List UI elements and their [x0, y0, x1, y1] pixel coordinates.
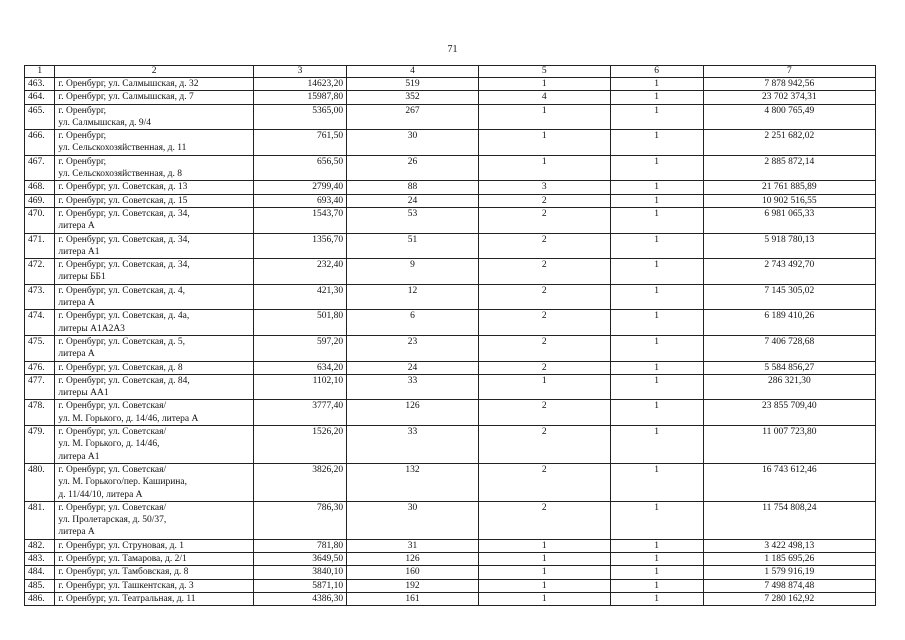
column-3-cell: 1526,20 — [253, 426, 346, 464]
column-4-cell: 267 — [347, 104, 479, 130]
address-line: г. Оренбург, — [58, 105, 107, 116]
column-7-cell: 21 761 885,89 — [703, 181, 875, 194]
row-number-cell: 483. — [25, 552, 55, 565]
column-6-cell: 1 — [610, 181, 703, 194]
address-cell — [55, 181, 254, 194]
table-row — [25, 104, 876, 130]
table-row — [25, 374, 876, 400]
address-line: г. Оренбург, ул. Советская, д. 34, — [58, 260, 190, 271]
row-number-cell: 464. — [25, 91, 55, 104]
address-line: г. Оренбург, ул. Театральная, д. 11 — [58, 593, 196, 604]
column-3-cell: 3777,40 — [253, 400, 346, 426]
table-row — [25, 463, 876, 501]
column-3-cell: 232,40 — [253, 259, 346, 285]
column-header: 1 — [25, 66, 55, 78]
address-line: г. Оренбург, ул. Тамарова, д. 2/1 — [58, 553, 187, 564]
column-4-cell: 24 — [347, 361, 479, 374]
column-3-cell: 3826,20 — [253, 463, 346, 501]
column-4-cell: 192 — [347, 579, 479, 592]
row-number-cell: 474. — [25, 310, 55, 336]
column-3-cell: 1102,10 — [253, 374, 346, 400]
column-3-cell: 3840,10 — [253, 566, 346, 579]
column-5-cell: 2 — [478, 284, 610, 310]
row-number-cell: 476. — [25, 361, 55, 374]
column-5-cell: 1 — [478, 592, 610, 605]
row-number-cell: 473. — [25, 284, 55, 310]
row-number-cell: 479. — [25, 426, 55, 464]
column-4-cell: 26 — [347, 155, 479, 181]
column-4-cell: 132 — [347, 463, 479, 501]
row-number-cell: 485. — [25, 579, 55, 592]
column-3-cell: 5871,10 — [253, 579, 346, 592]
column-7-cell: 7 498 874,48 — [703, 579, 875, 592]
address-line: г. Оренбург, — [58, 131, 107, 142]
column-4-cell: 126 — [347, 400, 479, 426]
row-number-cell: 465. — [25, 104, 55, 130]
column-4-cell: 53 — [347, 207, 479, 233]
address-line: г. Оренбург, ул. Тамбовская, д. 8 — [58, 567, 189, 578]
column-3-cell: 5365,00 — [253, 104, 346, 130]
row-number-cell: 482. — [25, 539, 55, 552]
address-line: г. Оренбург, ул. Советская/ — [58, 464, 167, 475]
column-3-cell: 693,40 — [253, 194, 346, 207]
column-4-cell: 9 — [347, 259, 479, 285]
table-row — [25, 194, 876, 207]
column-3-cell: 3649,50 — [253, 552, 346, 565]
header-row — [25, 66, 876, 78]
address-line: ул. М. Горького/пер. Каширина, — [58, 477, 187, 488]
column-header: 6 — [610, 66, 703, 78]
address-line: ул. Сельскохозяйственная, д. 8 — [58, 169, 183, 180]
column-5-cell: 2 — [478, 361, 610, 374]
column-7-cell: 23 855 709,40 — [703, 400, 875, 426]
column-5-cell: 1 — [478, 374, 610, 400]
table-row — [25, 233, 876, 259]
column-4-cell: 352 — [347, 91, 479, 104]
column-5-cell: 4 — [478, 91, 610, 104]
column-7-cell: 10 902 516,55 — [703, 194, 875, 207]
column-6-cell: 1 — [610, 579, 703, 592]
address-line: г. Оренбург, ул. Советская, д. 8 — [58, 362, 183, 373]
column-3-cell: 1356,70 — [253, 233, 346, 259]
column-header: 5 — [478, 66, 610, 78]
address-cell — [55, 233, 254, 259]
column-4-cell: 161 — [347, 592, 479, 605]
address-line: г. Оренбург, ул. Салмышская, д. 32 — [58, 79, 199, 89]
address-cell — [55, 284, 254, 310]
row-number-cell: 478. — [25, 400, 55, 426]
address-line: ул. Салмышская, д. 9/4 — [58, 117, 152, 128]
column-6-cell: 1 — [610, 91, 703, 104]
column-5-cell: 2 — [478, 426, 610, 464]
column-6-cell: 1 — [610, 592, 703, 605]
address-cell — [55, 579, 254, 592]
column-7-cell: 7 878 942,56 — [703, 78, 875, 91]
address-line: г. Оренбург, ул. Советская, д. 34, — [58, 208, 190, 219]
column-4-cell: 30 — [347, 501, 479, 539]
column-4-cell: 30 — [347, 130, 479, 156]
address-cell — [55, 78, 254, 91]
column-6-cell: 1 — [610, 233, 703, 259]
column-6-cell: 1 — [610, 361, 703, 374]
column-4-cell: 31 — [347, 539, 479, 552]
column-7-cell: 2 885 872,14 — [703, 155, 875, 181]
address-line: д. 11/44/10, литера А — [58, 489, 143, 500]
address-cell — [55, 207, 254, 233]
address-line: ул. М. Горького, д. 14/46, литера А — [58, 413, 199, 424]
column-7-cell: 6 981 065,33 — [703, 207, 875, 233]
address-line: г. Оренбург, ул. Советская/ — [58, 502, 167, 513]
column-4-cell: 88 — [347, 181, 479, 194]
table-row — [25, 155, 876, 181]
column-5-cell: 1 — [478, 104, 610, 130]
address-cell — [55, 501, 254, 539]
table-row — [25, 501, 876, 539]
column-5-cell: 2 — [478, 194, 610, 207]
row-number-cell: 472. — [25, 259, 55, 285]
row-number-cell: 469. — [25, 194, 55, 207]
address-line: г. Оренбург, ул. Салмышская, д. 7 — [58, 92, 194, 103]
address-cell — [55, 155, 254, 181]
table-row — [25, 91, 876, 104]
address-cell — [55, 194, 254, 207]
table-row — [25, 181, 876, 194]
column-5-cell: 2 — [478, 310, 610, 336]
row-number-cell: 481. — [25, 501, 55, 539]
column-6-cell: 1 — [610, 463, 703, 501]
column-6-cell: 1 — [610, 566, 703, 579]
column-7-cell: 3 422 498,13 — [703, 539, 875, 552]
column-4-cell: 519 — [347, 78, 479, 91]
column-3-cell: 14623,20 — [253, 78, 346, 91]
column-6-cell: 1 — [610, 310, 703, 336]
column-7-cell: 16 743 612,46 — [703, 463, 875, 501]
table-row — [25, 579, 876, 592]
column-7-cell: 6 189 410,26 — [703, 310, 875, 336]
column-5-cell: 2 — [478, 207, 610, 233]
table-row — [25, 207, 876, 233]
address-line: г. Оренбург, ул. Советская, д. 13 — [58, 182, 188, 193]
address-cell — [55, 400, 254, 426]
column-5-cell: 1 — [478, 78, 610, 91]
row-number-cell: 484. — [25, 566, 55, 579]
column-5-cell: 2 — [478, 463, 610, 501]
column-header: 7 — [703, 66, 875, 78]
address-cell — [55, 130, 254, 156]
address-line: литера А1 — [58, 451, 100, 462]
column-3-cell: 2799,40 — [253, 181, 346, 194]
column-6-cell: 1 — [610, 130, 703, 156]
row-number-cell: 467. — [25, 155, 55, 181]
column-3-cell: 421,30 — [253, 284, 346, 310]
column-6-cell: 1 — [610, 155, 703, 181]
row-number-cell: 475. — [25, 335, 55, 361]
address-cell — [55, 91, 254, 104]
column-7-cell: 2 251 682,02 — [703, 130, 875, 156]
address-line: г. Оренбург, ул. Советская, д. 4, — [58, 285, 185, 296]
table-row — [25, 552, 876, 565]
column-6-cell: 1 — [610, 539, 703, 552]
column-7-cell: 7 145 305,02 — [703, 284, 875, 310]
address-cell — [55, 463, 254, 501]
column-7-cell: 23 702 374,31 — [703, 91, 875, 104]
column-5-cell: 1 — [478, 566, 610, 579]
table-row — [25, 426, 876, 464]
column-3-cell: 501,80 — [253, 310, 346, 336]
column-5-cell: 3 — [478, 181, 610, 194]
row-number-cell: 480. — [25, 463, 55, 501]
address-cell — [55, 259, 254, 285]
row-number-cell: 466. — [25, 130, 55, 156]
column-5-cell: 1 — [478, 552, 610, 565]
table-row — [25, 361, 876, 374]
row-number-cell: 486. — [25, 592, 55, 605]
column-5-cell: 1 — [478, 130, 610, 156]
table-row — [25, 259, 876, 285]
address-cell — [55, 374, 254, 400]
table-row — [25, 400, 876, 426]
address-line: г. Оренбург, — [58, 156, 107, 167]
address-cell — [55, 592, 254, 605]
column-3-cell: 15987,80 — [253, 91, 346, 104]
address-line: литера А1 — [58, 246, 100, 257]
column-3-cell: 4386,30 — [253, 592, 346, 605]
column-4-cell: 126 — [347, 552, 479, 565]
address-line: ул. Пролетарская, д. 50/37, — [58, 515, 167, 526]
column-6-cell: 1 — [610, 374, 703, 400]
row-number-cell: 468. — [25, 181, 55, 194]
address-line: г. Оренбург, ул. Советская/ — [58, 427, 167, 438]
address-line: г. Оренбург, ул. Ташкентская, д. 3 — [58, 580, 194, 591]
column-7-cell: 286 321,30 — [703, 374, 875, 400]
column-5-cell: 2 — [478, 335, 610, 361]
column-5-cell: 2 — [478, 501, 610, 539]
address-line: ул. Сельскохозяйственная, д. 11 — [58, 143, 187, 154]
column-3-cell: 781,80 — [253, 539, 346, 552]
column-4-cell: 33 — [347, 374, 479, 400]
address-cell — [55, 310, 254, 336]
row-number-cell: 477. — [25, 374, 55, 400]
column-6-cell: 1 — [610, 552, 703, 565]
address-line: г. Оренбург, ул. Советская/ — [58, 401, 167, 412]
column-6-cell: 1 — [610, 259, 703, 285]
table-body — [25, 78, 876, 606]
column-6-cell: 1 — [610, 194, 703, 207]
address-line: литера А — [58, 221, 95, 232]
column-7-cell: 4 800 765,49 — [703, 104, 875, 130]
address-line: литеры АА1 — [58, 388, 109, 399]
address-line: г. Оренбург, ул. Советская, д. 15 — [58, 195, 188, 206]
address-cell — [55, 552, 254, 565]
column-4-cell: 51 — [347, 233, 479, 259]
column-header: 2 — [55, 66, 254, 78]
address-line: г. Оренбург, ул. Советская, д. 84, — [58, 375, 190, 386]
column-3-cell: 761,50 — [253, 130, 346, 156]
column-4-cell: 23 — [347, 335, 479, 361]
table-row — [25, 539, 876, 552]
table-row — [25, 566, 876, 579]
column-7-cell: 7 406 728,68 — [703, 335, 875, 361]
column-5-cell: 1 — [478, 155, 610, 181]
column-5-cell: 2 — [478, 400, 610, 426]
column-5-cell: 2 — [478, 233, 610, 259]
column-7-cell: 7 280 162,92 — [703, 592, 875, 605]
address-line: литера А — [58, 527, 95, 538]
column-4-cell: 160 — [347, 566, 479, 579]
column-6-cell: 1 — [610, 426, 703, 464]
column-3-cell: 597,20 — [253, 335, 346, 361]
address-line: г. Оренбург, ул. Советская, д. 34, — [58, 234, 190, 245]
column-3-cell: 656,50 — [253, 155, 346, 181]
address-line: литеры ББ1 — [58, 272, 106, 283]
table-row — [25, 335, 876, 361]
column-7-cell: 1 185 695,26 — [703, 552, 875, 565]
address-cell — [55, 361, 254, 374]
address-line: ул. М. Горького, д. 14/46, — [58, 439, 160, 450]
table-row — [25, 130, 876, 156]
column-6-cell: 1 — [610, 104, 703, 130]
column-4-cell: 6 — [347, 310, 479, 336]
address-line: литера А — [58, 349, 95, 360]
column-header: 3 — [253, 66, 346, 78]
column-3-cell: 786,30 — [253, 501, 346, 539]
column-6-cell: 1 — [610, 501, 703, 539]
row-number-cell: 463. — [25, 78, 55, 91]
column-3-cell: 1543,70 — [253, 207, 346, 233]
page-number: 71 — [447, 44, 458, 55]
address-line: литеры А1А2А3 — [58, 323, 125, 334]
table-row — [25, 592, 876, 605]
column-7-cell: 1 579 916,19 — [703, 566, 875, 579]
address-line: г. Оренбург, ул. Струновая, д. 1 — [58, 540, 184, 551]
address-line: г. Оренбург, ул. Советская, д. 5, — [58, 336, 185, 347]
address-cell — [55, 566, 254, 579]
column-5-cell: 1 — [478, 579, 610, 592]
column-3-cell: 634,20 — [253, 361, 346, 374]
address-line: литера А — [58, 298, 95, 309]
column-6-cell: 1 — [610, 400, 703, 426]
column-7-cell: 11 754 808,24 — [703, 501, 875, 539]
column-4-cell: 12 — [347, 284, 479, 310]
row-number-cell: 470. — [25, 207, 55, 233]
address-line: г. Оренбург, ул. Советская, д. 4а, — [58, 311, 190, 322]
column-6-cell: 1 — [610, 284, 703, 310]
column-6-cell: 1 — [610, 207, 703, 233]
column-4-cell: 33 — [347, 426, 479, 464]
column-7-cell: 11 007 723,80 — [703, 426, 875, 464]
address-cell — [55, 335, 254, 361]
column-4-cell: 24 — [347, 194, 479, 207]
table-row — [25, 310, 876, 336]
column-5-cell: 2 — [478, 259, 610, 285]
column-6-cell: 1 — [610, 335, 703, 361]
column-header: 4 — [347, 66, 479, 78]
table-row — [25, 284, 876, 310]
address-cell — [55, 539, 254, 552]
row-number-cell: 471. — [25, 233, 55, 259]
address-cell — [55, 104, 254, 130]
column-7-cell: 2 743 492,70 — [703, 259, 875, 285]
column-7-cell: 5 584 856,27 — [703, 361, 875, 374]
column-7-cell: 5 918 780,13 — [703, 233, 875, 259]
register-table — [24, 65, 876, 606]
column-5-cell: 1 — [478, 539, 610, 552]
address-cell — [55, 426, 254, 464]
table-row — [25, 78, 876, 91]
column-6-cell: 1 — [610, 78, 703, 91]
